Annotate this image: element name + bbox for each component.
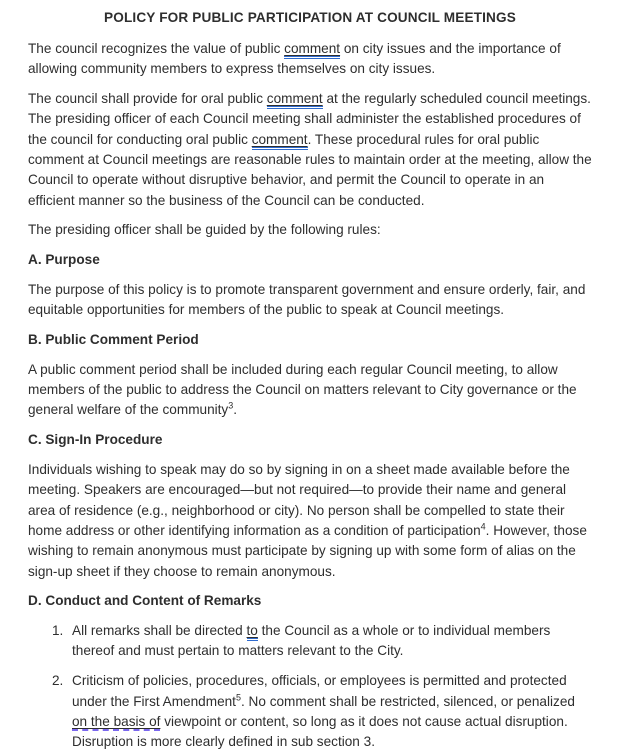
list-item-text [72,671,592,752]
paragraph-section-a: The purpose of this policy is to promote transparent government and ensure orderly, fair, and equitable opportunities for members of the public to speak at Council meetings. [28,281,586,318]
section-heading-d: D. Conduct and Content of Remarks [28,593,262,609]
ordered-list-item-1 [28,621,592,662]
footnote-ref-3: 3 [228,400,234,411]
page-title: POLICY FOR PUBLIC PARTICIPATION AT COUNCIL MEETINGS [104,10,516,25]
list-item-number: 1. [52,623,64,639]
style-suggestion-underline[interactable]: on the basis of [72,713,161,729]
paragraph-intro-2 [28,89,592,211]
text-run: Criticism of policies, procedures, officials, or employees is permitted and protected under the First Amendment [72,673,567,709]
section-heading-b: B. Public Comment Period [28,332,199,348]
section-heading-a: A. Purpose [28,252,100,268]
grammar-suggestion-underline[interactable]: comment [252,132,308,150]
paragraph-intro-3: The presiding officer shall be guided by the following rules: [28,222,381,238]
footnote-ref-5: 5 [235,691,241,702]
text-run: . No comment shall be restricted, silenced, or penalized [240,693,575,709]
text-run: Individuals wishing to speak may do so by signing in on a sheet made available before the meeting. Speakers are encouraged—but not required—to provide their name and general area of residence (e.g., neighborhood or city). No person shall be compelled to state their home address or other identifying information as a condition of participation [28,462,570,538]
paragraph-section-b [28,360,592,421]
ordered-list-item-2 [28,671,592,752]
section-heading-c: C. Sign-In Procedure [28,432,163,448]
grammar-suggestion-underline[interactable]: comment [267,91,323,109]
text-run: . [233,402,238,418]
text-run: The council shall provide for oral public [28,91,267,107]
paragraph-section-c [28,460,592,582]
text-run: the Council as a whole or to individual members thereof and must pertain to matters relevant to the City. [72,623,551,659]
text-run: at the regularly scheduled council meetings. The presiding officer of each Council meeting shall administer the established procedures of the council for conducting oral public [28,91,591,147]
text-run: . However, those wishing to remain anonymous must participate by signing up with some form of alias on the sign-up sheet if they choose to remain anonymous. [28,522,587,579]
text-run: on city issues and the importance of allowing community members to express themselves on city issues. [28,41,561,77]
text-run: viewpoint or content, so long as it does not cause actual disruption. Disruption is more clearly defined in sub section 3. [72,713,568,750]
list-item-number: 2. [52,673,64,689]
text-run: The council recognizes the value of public [28,41,285,56]
paragraph-intro-1 [28,39,592,80]
footnote-ref-4: 4 [480,521,486,532]
grammar-suggestion-underline[interactable]: to [247,623,258,641]
text-run: . These procedural rules for oral public comment at Council meetings are reasonable rules to maintain order at the meeting, allow the Council to operate without disruptive behavior, and permit the Council to operate in an efficient manner so the business of the Council can be conducted. [28,131,592,208]
text-run: A public comment period shall be included during each regular Council meeting, to allow members of the public to address the Council on matters relevant to City governance or the general welfare of the community [28,361,577,418]
list-item-text [72,621,592,662]
text-run: All remarks shall be directed [72,623,247,639]
grammar-suggestion-underline[interactable]: comment [284,41,340,59]
